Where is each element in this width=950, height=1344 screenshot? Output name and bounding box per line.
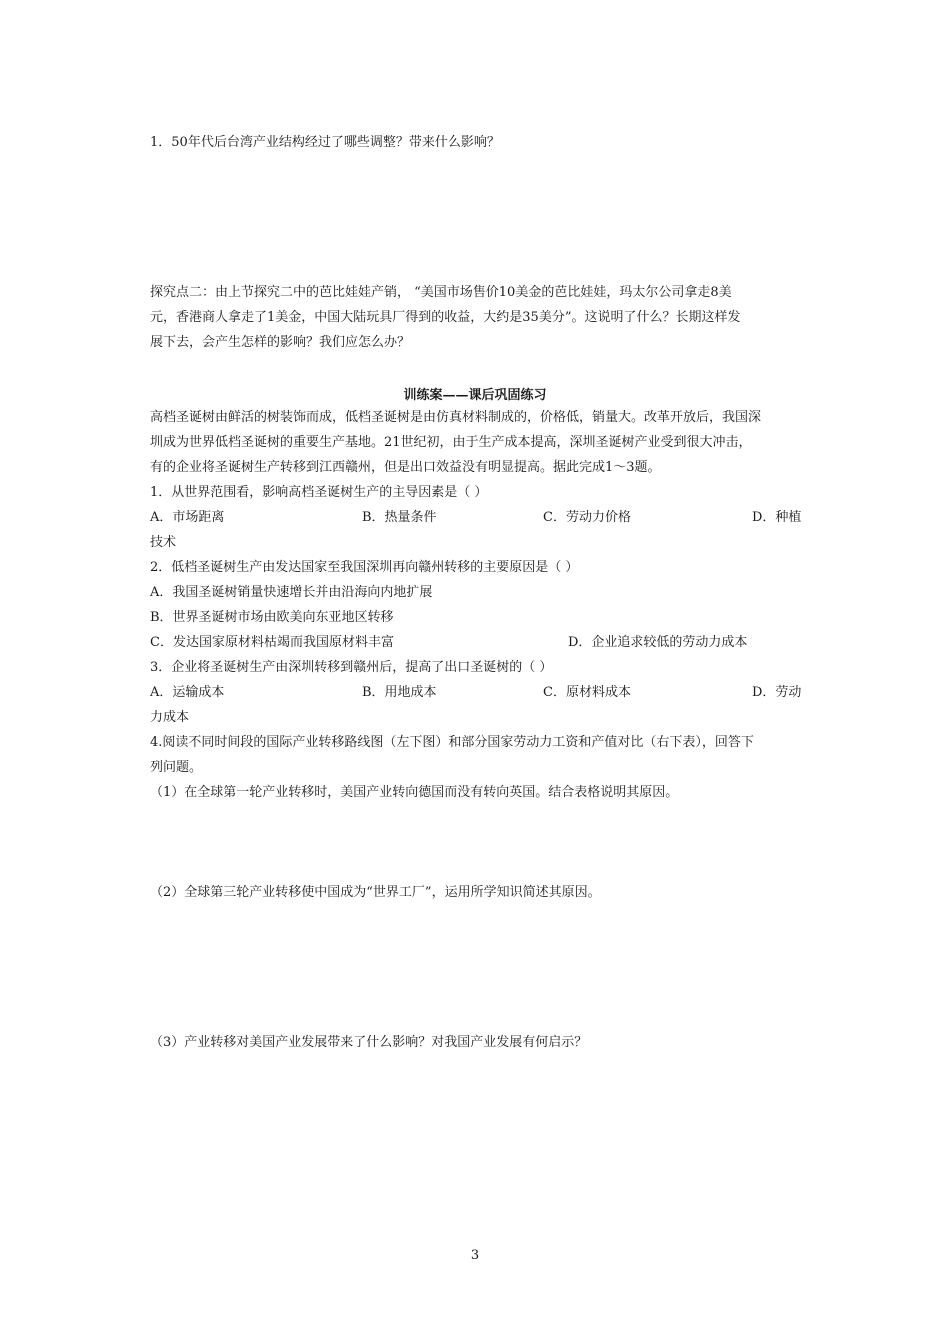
explore-line: 元，香港商人拿走了1美金，中国大陆玩具厂得到的收益，大约是35美分”。这说明了什么？长期这样发 [150, 310, 741, 325]
passage-line: 高档圣诞树由鲜活的树装饰而成，低档圣诞树是由仿真材料制成的，价格低，销量大。改革开放后，我国深 [150, 410, 762, 425]
question-stem: 4.阅读不同时间段的国际产业转移路线图（左下图）和部分国家劳动力工资和产值对比（右下表），回答下 [150, 735, 754, 750]
question-stem: 2．低档圣诞树生产由发达国家至我国深圳再向赣州转移的主要原因是（ ） [150, 560, 579, 575]
option-c: C．发达国家原材料枯竭而我国原材料丰富 [150, 635, 394, 650]
sub-question-1: （1）在全球第一轮产业转移时，美国产业转向德国而没有转向英国。结合表格说明其原因。 [150, 785, 679, 800]
question-stem: 3．企业将圣诞树生产由深圳转移到赣州后，提高了出口圣诞树的（ ） [150, 660, 553, 675]
option-d: D．劳动 [752, 685, 802, 700]
option-a: A．市场距离 [150, 510, 225, 525]
sub-question-2: （2）全球第三轮产业转移使中国成为“世界工厂”，运用所学知识简述其原因。 [150, 885, 601, 900]
passage-line: 圳成为世界低档圣诞树的重要生产基地。21世纪初，由于生产成本提高，深圳圣诞树产业受到很大冲击， [150, 435, 752, 450]
option-d: D．企业追求较低的劳动力成本 [568, 635, 748, 650]
explore-line: 探究点二：由上节探究二中的芭比娃娃产销， “美国市场售价10美金的芭比娃娃，玛太尔公司拿走8美 [150, 285, 732, 300]
question-taiwan-industry: 1．50年代后台湾产业结构经过了哪些调整？带来什么影响？ [150, 135, 500, 150]
option-d-continued: 技术 [150, 535, 177, 550]
option-c: C．劳动力价格 [543, 510, 631, 525]
section-title: 训练案——课后巩固练习 [403, 388, 547, 403]
question-stem: 列问题。 [150, 760, 203, 775]
option-b: B．世界圣诞树市场由欧美向东亚地区转移 [150, 610, 394, 625]
option-b: B．热量条件 [362, 510, 437, 525]
option-b: B．用地成本 [362, 685, 437, 700]
option-a: A．运输成本 [150, 685, 225, 700]
option-d-continued: 力成本 [150, 710, 190, 725]
option-c: C．原材料成本 [543, 685, 631, 700]
explore-line: 展下去，会产生怎样的影响？我们应怎么办？ [150, 335, 411, 350]
sub-question-3: （3）产业转移对美国产业发展带来了什么影响？对我国产业发展有何启示？ [150, 1035, 588, 1050]
page-number: 3 [470, 1248, 480, 1263]
question-stem: 1．从世界范围看，影响高档圣诞树生产的主导因素是（ ） [150, 485, 488, 500]
option-a: A．我国圣诞树销量快速增长并由沿海向内地扩展 [150, 585, 433, 600]
option-d: D．种植 [752, 510, 802, 525]
passage-line: 有的企业将圣诞树生产转移到江西赣州，但是出口效益没有明显提高。据此完成1～3题。 [150, 460, 661, 475]
